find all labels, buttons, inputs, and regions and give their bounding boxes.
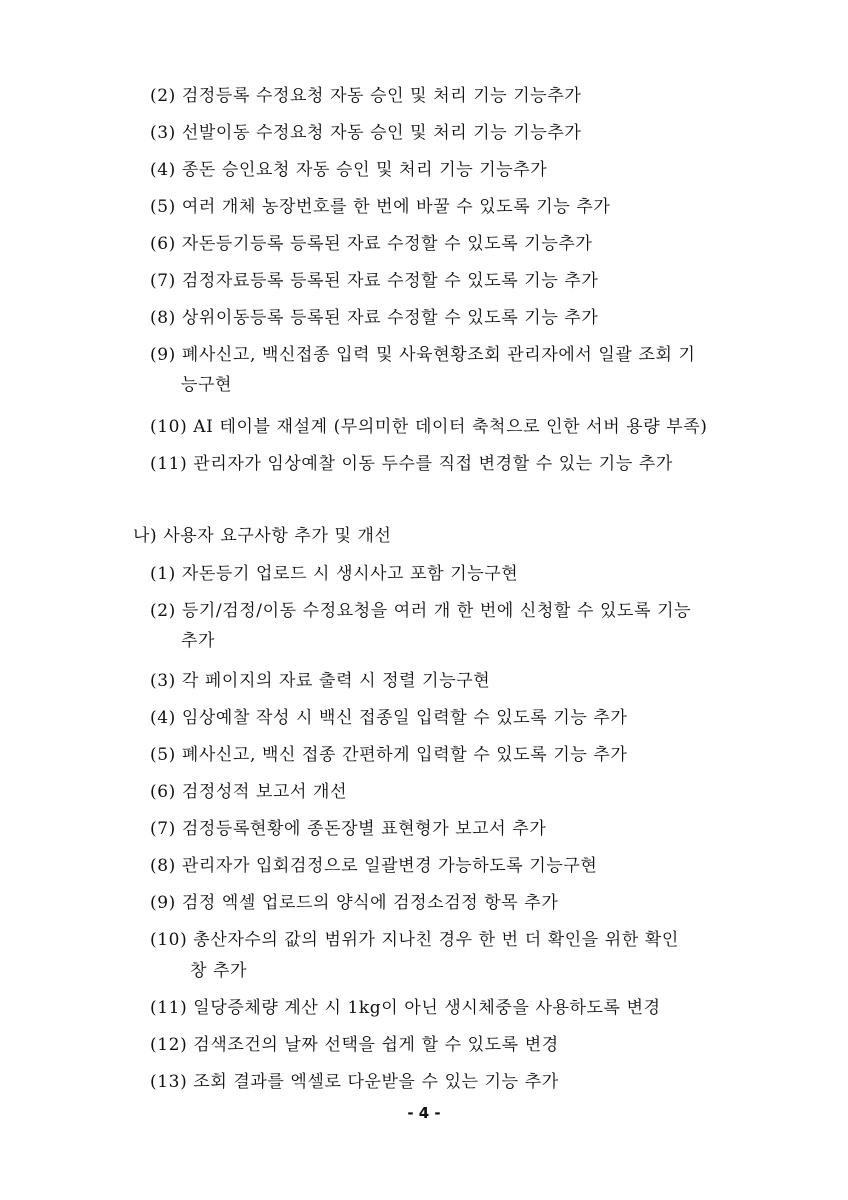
list-item: (10) 총산자수의 값의 범위가 지나친 경우 한 번 더 확인을 위한 확인 <box>150 930 679 950</box>
list-item: (11) 일당증체량 계산 시 1kg이 아닌 생시체중을 사용하도록 변경 <box>150 998 661 1018</box>
page-number: - 4 - <box>407 1104 441 1122</box>
list-item: (5) 폐사신고, 백신 접종 간편하게 입력할 수 있도록 기능 추가 <box>150 745 628 765</box>
list-item: (7) 검정등록현황에 종돈장별 표현형가 보고서 추가 <box>150 819 547 839</box>
list-item: (8) 상위이동등록 등록된 자료 수정할 수 있도록 기능 추가 <box>150 308 599 328</box>
list-item: (6) 자돈등기등록 등록된 자료 수정할 수 있도록 기능추가 <box>150 234 593 254</box>
list-item: (8) 관리자가 입회검정으로 일괄변경 가능하도록 기능구현 <box>150 856 598 876</box>
list-item: (4) 종돈 승인요청 자동 승인 및 처리 기능 기능추가 <box>150 160 548 180</box>
list-item-continuation: 추가 <box>181 631 216 651</box>
list-item: (13) 조회 결과를 엑셀로 다운받을 수 있는 기능 추가 <box>150 1072 559 1092</box>
list-item: (6) 검정성적 보고서 개선 <box>150 782 348 802</box>
list-item: (2) 검정등록 수정요청 자동 승인 및 처리 기능 기능추가 <box>150 86 582 106</box>
list-item: (4) 임상예찰 작성 시 백신 접종일 입력할 수 있도록 기능 추가 <box>150 708 628 728</box>
list-item: (5) 여러 개체 농장번호를 한 번에 바꿀 수 있도록 기능 추가 <box>150 197 611 217</box>
list-item: (3) 선발이동 수정요청 자동 승인 및 처리 기능 기능추가 <box>150 123 582 143</box>
list-item: (1) 자돈등기 업로드 시 생시사고 포함 기능구현 <box>150 564 519 584</box>
list-item: (11) 관리자가 임상예찰 이동 두수를 직접 변경할 수 있는 기능 추가 <box>150 454 673 474</box>
list-item: (3) 각 페이지의 자료 출력 시 정렬 기능구현 <box>150 671 491 691</box>
section-heading: 나) 사용자 요구사항 추가 및 개선 <box>133 526 392 546</box>
list-item-continuation: 능구현 <box>181 375 233 395</box>
list-item: (12) 검색조건의 날짜 선택을 쉽게 할 수 있도록 변경 <box>150 1035 559 1055</box>
list-item: (10) AI 테이블 재설계 (무의미한 데이터 축척으로 인한 서버 용량 부족) <box>150 417 708 437</box>
list-item: (9) 폐사신고, 백신접종 입력 및 사육현황조회 관리자에서 일괄 조회 기 <box>150 345 696 365</box>
list-item: (2) 등기/검정/이동 수정요청을 여러 개 한 번에 신청할 수 있도록 기능 <box>150 601 692 621</box>
list-item: (7) 검정자료등록 등록된 자료 수정할 수 있도록 기능 추가 <box>150 271 599 291</box>
list-item-continuation: 창 추가 <box>190 961 248 981</box>
list-item: (9) 검정 엑셀 업로드의 양식에 검정소검정 항목 추가 <box>150 893 559 913</box>
